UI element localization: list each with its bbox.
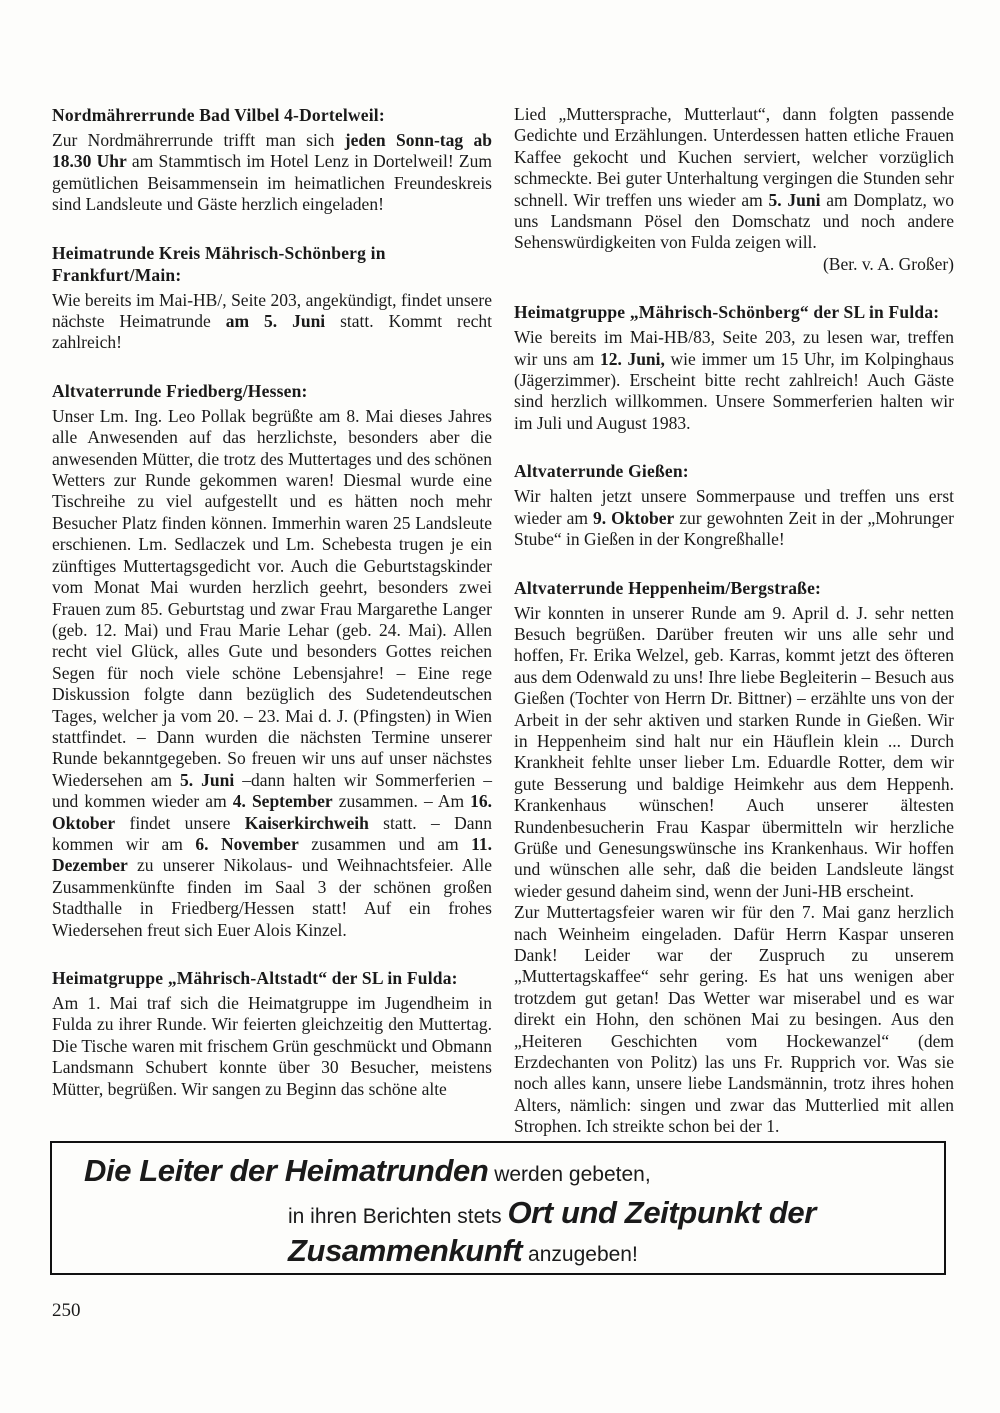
section-nordmaehrerrunde: [52, 104, 492, 216]
left-column: [52, 104, 492, 1126]
section-heading: Altvaterrunde Heppenheim/Bergstraße:: [514, 577, 822, 598]
section-text: Lied „Muttersprache, Mutterlaut“, dann folgten passende Gedichte und Erzählungen. Unterdessen hatten etliche Frauen Kaffee gekocht und Kuchen serviert, welcher vorzüglich schmeckte. Bei guter Unterhaltung vergingen die Stunden sehr schnell. Wir treffen uns wieder am 5. Juni am Domplatz, wo uns Landsmann Pösel den Domschatz und noch andere Sehenswürdigkeiten von Fulda zeigen will.: [514, 104, 955, 253]
section-text: Wir konnten in unserer Runde am 9. April d. J. sehr netten Besuch begrüßen. Darüber freuten wir uns alle sehr und hoffen, Fr. Erika Welzel, geb. Karras, kommt jetzt des öfteren aus dem Odenwald zu uns! Ihre liebe Begleiterin – Besuch aus Gießen (Tochter von Herrn Dr. Bittner) – erzählte uns von der Arbeit in der sehr aktiven und starken Runde in Gießen. Wir in Heppenheim sind halt nur ein Häuflein klein ... Durch Krankheit fehlte unser lieber Lm. Eduardle Rotter, dem wir gute Besserung und baldige Heimkehr aus dem Heppenh. Krankenhaus wünschen! Auch unserer ältesten Rundenbesucherin Frau Kaspar übermitteln wir herzliche Grüße und Genesungswünsche ins Krankenhaus. Wir hoffen und wünschen alle sehr, daß die beiden Landsleute längst wieder gesund daheim sind, wenn der Juni-HB erscheint.: [514, 602, 954, 901]
section-heading: Nordmährerrunde Bad Vilbel 4-Dortelweil:: [52, 105, 385, 125]
section-text: Unser Lm. Ing. Leo Pollak begrüßte am 8. Mai dieses Jahres alle Anwesenden auf das herzlichste, besonders aber die anwesenden Mütter, die trotz des Muttertages und des schönen Wetters zur Runde gekommen waren! Diesmal wurde eine Tischreihe zu viel aufgestellt und es hätten noch mehr Besucher Platz finden können. Immerhin waren 25 Landsleute erschienen. Lm. Sedlaczek und Lm. Schebesta trugen je ein zünftiges Muttertagsgedicht vor. Auch die Geburtstagskinder vom Monat Mai wurden herzlich geehrt, besonders zwei Frauen zum 85. Geburtstag und zwar Frau Margarethe Langer (geb. 12. Mai) und Frau Marie Lehar (geb. 24. Mai). Allen recht viel Glück, alles Gute und besonders Gottes reichen Segen für noch viele schöne Lebensjahre! – Eine rege Diskussion folgte dann bezüglich des Sudetendeutschen Tages, welcher ja vom 20. – 23. Mai d. J. (Pfingsten) in Wien stattfindet. – Dann wurden die nächsten Termine unserer Runde bekanntgegeben. So freuen wir uns auf unser nächstes Wiedersehen am 5. Juni –dann halten wir Sommerferien – und kommen wieder am 4. September zusammen. – Am 16. Oktober findet unsere Kaiserkirchweih statt. – Dann kommen wir am 6. November zusammen und am 11. Dezember zu unserer Nikolaus- und Weihnachtsfeier. Alle Zusammenkünfte finden im Saal 3 der schönen großen Stadthalle in Friedberg/Hessen statt! Auf ein frohes Wiedersehen freut sich Euer Alois Kinzel.: [52, 405, 493, 940]
section-altvaterrunde-heppenheim: [514, 577, 954, 1138]
section-continued-fulda: [514, 104, 954, 275]
notice-box: [50, 1141, 946, 1275]
section-text: Wir halten jetzt unsere Sommerpause und treffen uns erst wieder am 9. Oktober zur gewohnten Zeit in der „Mohrunger Stube“ in Gießen in der Kongreßhalle!: [514, 486, 954, 550]
section-altvaterrunde-friedberg: [52, 380, 492, 941]
notice-line-3: Zusammenkunft anzugeben!: [288, 1233, 638, 1268]
notice-line-1: Die Leiter der Heimatrunden werden gebeten,: [84, 1153, 651, 1188]
section-heading: Heimatgruppe „Mährisch-Altstadt“ der SL in Fulda:: [52, 968, 458, 988]
section-heimatrunde-frankfurt: [52, 242, 492, 354]
page-number: 250: [52, 1300, 81, 1321]
section-text: Zur Nordmährerrunde trifft man sich jeden Sonn-tag ab 18.30 Uhr am Stammtisch im Hotel Lenz in Dortelweil! Zum gemütlichen Beisammensein im heimatlichen Freundeskreis sind Landsleute und Gäste herzlich eingeladen!: [52, 130, 493, 215]
section-heading: Altvaterrunde Friedberg/Hessen:: [52, 380, 308, 401]
section-text: Zur Muttertagsfeier waren wir für den 7. Mai ganz herzlich nach Weinheim eingeladen. Dafür Herrn Kaspar unseren Dank! Leider war der Zuspruch zu unserem „Muttertagskaffee“ sehr gering. Es hat uns wenigen aber trotzdem gut getan! Das Wetter war miserabel und es war direkt ein Hohn, den schönen Mai zu besingen. Aus den „Heiteren Geschichten vom Hockewanzel“ (dem Erzdechanten von Politz) las uns Fr. Rupprich vor. Was sie noch alles kann, unsere liebe Landsmännin, trotz ihres hohen Alters, nämlich: singen und zwar das Mutterlied mit allen Strophen. Ich streikte schon bei der 1.: [514, 902, 954, 1137]
section-text: Wie bereits im Mai-HB/83, Seite 203, zu lesen war, treffen wir uns am 12. Juni, wie immer um 15 Uhr, im Kolpinghaus (Jägerzimmer). Erscheint bitte recht zahlreich! Auch Gäste sind herzlich willkommen. Unsere Sommerferien halten wir im Juli und August 1983.: [514, 327, 954, 433]
section-heading: Heimatgruppe „Mährisch-Schönberg“ der SL in Fulda:: [514, 302, 940, 323]
section-text: Wie bereits im Mai-HB/, Seite 203, angekündigt, findet unsere nächste Heimatrunde am 5. Juni statt. Kommt recht zahlreich!: [52, 289, 493, 353]
section-heimatgruppe-altstadt: [52, 967, 492, 1100]
section-heimatgruppe-schoenberg: [514, 301, 954, 434]
section-text: Am 1. Mai traf sich die Heimatgruppe im Jugendheim in Fulda zu ihrer Runde. Wir feierten gleichzeitig den Muttertag. Die Tische waren mit frischem Grün geschmückt und Obmann Landsmann Schubert konnte über 30 Besucher, meistens Mütter, begrüßen. Wir sangen zu Beginn das schöne alte: [52, 993, 492, 1099]
section-altvaterrunde-giessen: [514, 460, 954, 550]
notice-line-2: in ihren Berichten stets Ort und Zeitpunkt der: [288, 1195, 816, 1230]
byline: (Ber. v. A. Großer): [822, 253, 954, 274]
right-column: [514, 104, 954, 1164]
section-heading: Altvaterrunde Gießen:: [514, 461, 689, 482]
section-heading: Heimatrunde Kreis Mährisch-Schönberg in Frankfurt/Main:: [52, 242, 386, 285]
